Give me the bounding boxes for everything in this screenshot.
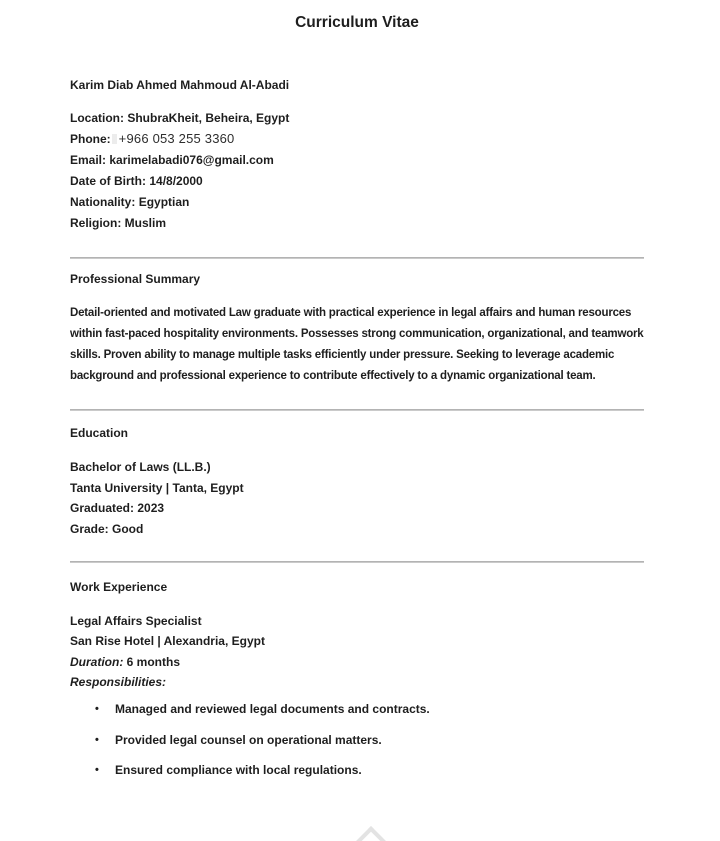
email-value: karimelabadi076@gmail.com [109, 152, 274, 167]
job-duration [70, 652, 644, 673]
bullet-icon: • [95, 703, 99, 715]
contact-block [70, 108, 644, 233]
dob-label: Date of Birth: [70, 173, 146, 188]
education-grade: Grade: Good [70, 522, 144, 537]
education-degree: Bachelor of Laws (LL.B.) [70, 460, 211, 475]
education-institution: Tanta University | Tanta, Egypt [70, 480, 244, 495]
experience-block [70, 611, 644, 693]
contact-nationality [70, 192, 644, 213]
phone-label: Phone: [70, 131, 111, 146]
education-block [70, 457, 644, 539]
summary-heading: Professional Summary [70, 272, 201, 287]
education-heading: Education [70, 426, 129, 441]
section-divider [70, 561, 644, 563]
experience-heading: Work Experience [70, 579, 168, 594]
nationality-label: Nationality: [70, 194, 136, 209]
dob-value: 14/8/2000 [149, 173, 203, 188]
summary-paragraph: Detail-oriented and motivated Law graduate with practical experience in legal affairs and human resources within fast-paced hospitality environments. Possesses strong communication, organizational, and teamwork skills. Proven ability to manage multiple tasks efficiently under pressure. Seeking to leverage academic background and professional experience to contribute effectively to a dynamic organizational team. [70, 307, 644, 382]
responsibilities-label: Responsibilities: [70, 675, 167, 690]
bullet-text: Ensured compliance with local regulations. [115, 763, 362, 777]
education-graduated: Graduated: 2023 [70, 501, 165, 516]
job-title: Legal Affairs Specialist [70, 613, 202, 628]
email-label: Email: [70, 152, 107, 167]
bullet-text: Managed and reviewed legal documents and contracts. [115, 702, 430, 716]
list-item [70, 763, 644, 778]
contact-email [70, 150, 644, 171]
nationality-value: Egyptian [138, 194, 190, 209]
phone-value: +966 053 255 3360 [118, 130, 235, 146]
bullet-icon: • [95, 733, 99, 746]
candidate-name: Karim Diab Ahmed Mahmoud Al-Abadi [70, 78, 290, 92]
contact-religion [70, 213, 644, 234]
job-employer: San Rise Hotel | Alexandria, Egypt [70, 634, 265, 649]
contact-dob [70, 171, 644, 192]
list-item [70, 733, 644, 748]
phone-redaction-artifact [112, 134, 117, 144]
section-divider [70, 409, 644, 411]
location-value: ShubraKheit, Beheira, Egypt [127, 111, 290, 125]
duration-value: 6 months [126, 654, 181, 669]
responsibilities-list [70, 702, 644, 778]
page-title: Curriculum Vitae [295, 14, 419, 31]
location-label: Location: [70, 111, 124, 125]
contact-phone [70, 129, 644, 150]
contact-location [70, 108, 644, 129]
document-body [70, 0, 644, 794]
religion-label: Religion: [70, 215, 122, 230]
list-item [70, 702, 644, 717]
section-divider [70, 257, 644, 259]
religion-value: Muslim [124, 215, 167, 230]
duration-label: Duration: [70, 654, 124, 669]
chevron-up-icon[interactable] [354, 826, 388, 841]
bullet-text: Provided legal counsel on operational matters. [115, 732, 382, 747]
bullet-icon: • [95, 764, 99, 776]
